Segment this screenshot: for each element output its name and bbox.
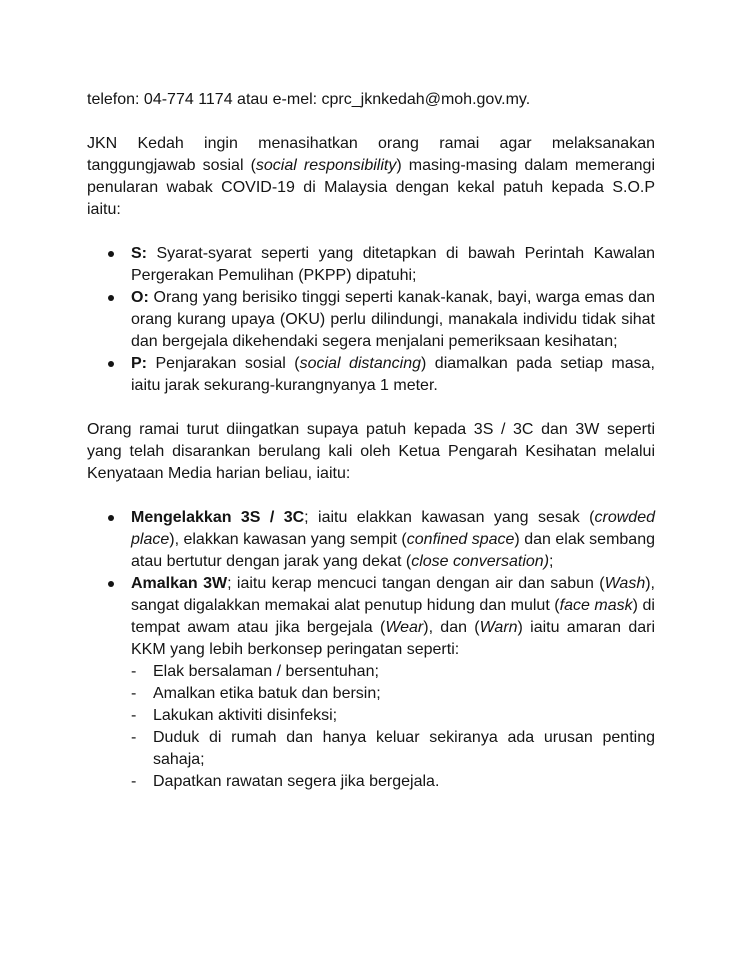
sop-text: Syarat-syarat seperti yang ditetapkan di bawah Perintah Kawalan Pergerakan Pemulihan (PKPP) dipatuhi; bbox=[131, 245, 655, 284]
bullet-icon bbox=[108, 251, 114, 257]
text: ) masing-masing dalam memerangi penularan wabak COVID-19 di Malaysia dengan kekal patuh kepada S.O.P iaitu: bbox=[87, 157, 655, 218]
sop-label: P: bbox=[131, 355, 147, 372]
warn-sublist bbox=[131, 661, 655, 793]
list-item-text: Duduk di rumah dan hanya keluar sekiranya ada urusan penting sahaja; bbox=[153, 729, 655, 768]
list-item bbox=[131, 771, 655, 793]
spacer bbox=[87, 221, 655, 243]
list-item-text: Dapatkan rawatan segera jika bergejala. bbox=[153, 773, 440, 790]
text: ) iaitu amaran dari KKM yang lebih berkonsep peringatan seperti: bbox=[131, 619, 655, 658]
list-item-text: Elak bersalaman / bersentuhan; bbox=[153, 663, 379, 680]
dash-marker: - bbox=[131, 685, 137, 702]
dash-marker: - bbox=[131, 707, 137, 724]
guideline-list bbox=[87, 507, 655, 793]
sop-text: ) diamalkan pada setiap masa, iaitu jarak sekurang-kurangnyanya 1 meter. bbox=[131, 355, 655, 394]
guideline-item-3w bbox=[87, 573, 655, 793]
text: JKN Kedah ingin menasihatkan orang ramai agar melaksanakan tanggungjawab sosial ( bbox=[87, 135, 655, 174]
bullet-icon bbox=[108, 361, 114, 367]
list-item-text: Lakukan aktiviti disinfeksi; bbox=[153, 707, 338, 724]
italic-term: close conversation) bbox=[411, 553, 550, 570]
sop-text: Penjarakan sosial ( bbox=[147, 355, 300, 372]
list-item-text: Amalkan etika batuk dan bersin; bbox=[153, 685, 381, 702]
text: ) dan elak sembang atau bertutur dengan jarak yang dekat ( bbox=[131, 531, 655, 570]
bullet-icon bbox=[108, 295, 114, 301]
bullet-icon bbox=[108, 581, 114, 587]
sop-text: Orang yang berisiko tinggi seperti kanak-kanak, bayi, warga emas dan orang kurang upaya (OKU) perlu dilindungi, manakala individu tidak sihat dan bergejala dikehendaki segera menjalani pemeriksaan kesihatan; bbox=[131, 289, 655, 350]
list-item bbox=[131, 683, 655, 705]
dash-marker: - bbox=[131, 773, 137, 790]
sop-list bbox=[87, 243, 655, 397]
sop-label: O: bbox=[131, 289, 149, 306]
italic-term: Wear bbox=[385, 619, 424, 636]
italic-term: Wash bbox=[604, 575, 646, 592]
dash-marker: - bbox=[131, 729, 137, 746]
document-body bbox=[87, 89, 655, 793]
paragraph-sop-intro bbox=[87, 133, 655, 221]
paragraph-3s-3w-intro: Orang ramai turut diingatkan supaya patuh kepada 3S / 3C dan 3W seperti yang telah disarankan berulang kali oleh Ketua Pengarah Kesihatan melalui Kenyataan Media harian beliau, iaitu: bbox=[87, 421, 655, 482]
contact-line: telefon: 04-774 1174 atau e-mel: cprc_jknkedah@moh.gov.my. bbox=[87, 91, 531, 108]
sop-label: S: bbox=[131, 245, 147, 262]
list-item bbox=[131, 705, 655, 727]
guideline-item-3s bbox=[87, 507, 655, 573]
italic-term: crowded place bbox=[131, 509, 655, 548]
text: ), sangat digalakkan memakai alat penutup hidung dan mulut ( bbox=[131, 575, 655, 614]
guideline-label: Amalkan 3W bbox=[131, 575, 228, 592]
bullet-icon bbox=[108, 515, 114, 521]
text: ; bbox=[549, 553, 554, 570]
italic-term: confined space bbox=[406, 531, 515, 548]
sop-item-s bbox=[87, 243, 655, 287]
sop-item-p bbox=[87, 353, 655, 397]
text: ; iaitu kerap mencuci tangan dengan air dan sabun ( bbox=[227, 575, 605, 592]
text: ) di tempat awam atau jika bergejala ( bbox=[131, 597, 655, 636]
spacer bbox=[87, 485, 655, 507]
list-item bbox=[131, 661, 655, 683]
italic-term: social distancing bbox=[299, 355, 422, 372]
italic-term: face mask bbox=[559, 597, 633, 614]
text: ), elakkan kawasan yang sempit ( bbox=[169, 531, 407, 548]
text: ; iaitu elakkan kawasan yang sesak ( bbox=[304, 509, 595, 526]
dash-marker: - bbox=[131, 663, 137, 680]
list-item bbox=[131, 727, 655, 771]
italic-term: Warn bbox=[479, 619, 518, 636]
text: ), dan ( bbox=[423, 619, 480, 636]
spacer bbox=[87, 111, 655, 133]
guideline-label: Mengelakkan 3S / 3C bbox=[131, 509, 305, 526]
sop-item-o bbox=[87, 287, 655, 353]
italic-term: social responsibility bbox=[255, 157, 397, 174]
spacer bbox=[87, 397, 655, 419]
